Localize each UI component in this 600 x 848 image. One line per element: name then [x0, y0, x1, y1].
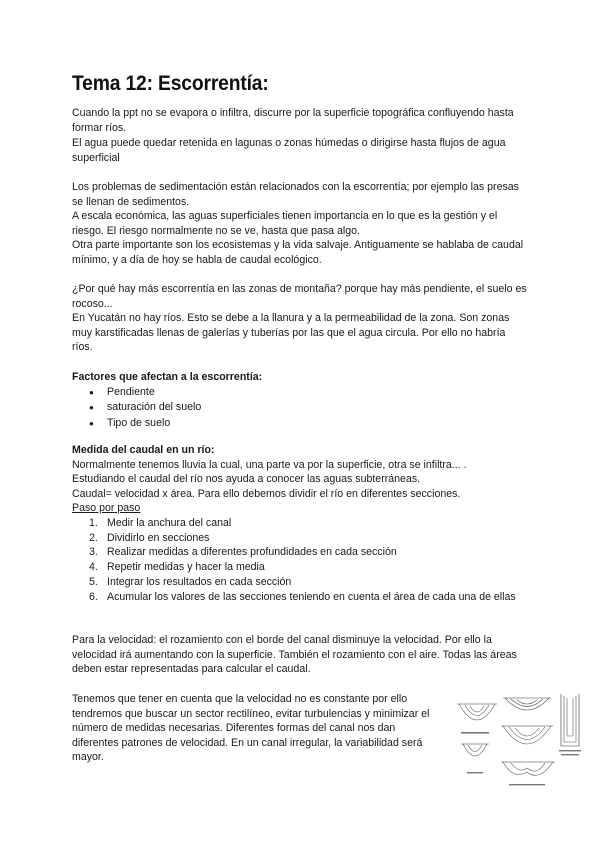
list-item: ● Tipo de suelo — [72, 416, 201, 431]
steps-heading: Paso por paso — [72, 502, 141, 514]
step-text: Repetir medidas y hacer la media — [107, 561, 265, 574]
problems-paragraph-2: A escala económica, las aguas superficiales tienen importancia en lo que es la gestión y el riesgo. El riesgo normalmente no se ve, hasta que pasa algo. — [72, 210, 498, 237]
mountain-paragraph-2: En Yucatán no hay ríos. Esto se debe a la llanura y a la permeabilidad de la zona. Son zonas muy karstificadas llenas de galerías y tuberías por las que el agua circula. Por ello no habría ríos. — [72, 312, 510, 354]
channel-velocity-diagram — [457, 688, 585, 786]
factors-heading: Factores que afectan a la escorrentía: — [72, 371, 263, 383]
list-item — [72, 590, 527, 605]
intro-paragraph-1: Cuando la ppt no se evapora o infiltra, discurre por la superficie topográfica confluyendo hasta formar ríos. — [72, 107, 514, 134]
step-text: Acumular los valores de las secciones teniendo en cuenta el área de cada una de ellas — [107, 590, 516, 603]
list-item: ● Pendiente — [72, 385, 201, 400]
step-number: 4. — [89, 561, 98, 574]
list-item — [72, 516, 527, 531]
problems-paragraph-1: Los problemas de sedimentación están relacionados con la escorrentía; por ejemplo las presas se llenan de sedimentos. — [72, 181, 519, 208]
step-number: 3. — [89, 546, 98, 559]
step-text: Medir la anchura del canal — [107, 517, 232, 529]
mountain-paragraph-1: ¿Por qué hay más escorrentía en las zonas de montaña? porque hay más pendiente, el suelo es rocoso... — [72, 283, 527, 310]
list-item: ● saturación del suelo — [72, 400, 201, 415]
caudal-heading: Medida del caudal en un río: — [72, 444, 215, 456]
page-title: Tema 12: Escorrentía: — [72, 72, 269, 95]
caudal-line-2: Estudiando el caudal del río nos ayuda a conocer las aguas subterráneas. — [72, 473, 421, 485]
step-text: Integrar los resultados en cada sección — [107, 575, 292, 588]
step-text: Dividirlo en secciones — [107, 531, 210, 544]
step-text: Realizar medidas a diferentes profundidades en cada sección — [107, 546, 397, 559]
steps-list — [72, 516, 527, 604]
step-number: 6. — [89, 590, 98, 603]
velocity-paragraph: Para la velocidad: el rozamiento con el borde del canal disminuye la velocidad. Por ello la velocidad irá aumentando con la superficie. También el rozamiento con el aire. Todas las áreas deben estar representadas para calcular el caudal. — [72, 634, 517, 676]
intro-paragraph-2: El agua puede quedar retenida en lagunas o zonas húmedas o dirigirse hasta flujos de agua superficial — [72, 137, 506, 164]
caudal-line-1: Normalmente tenemos lluvia la cual, una parte va por la superficie, otra se infiltra... . — [72, 459, 467, 471]
list-item — [72, 531, 527, 546]
step-number: 5. — [89, 575, 98, 588]
factors-list — [72, 385, 201, 431]
caudal-line-3: Caudal= velocidad x área. Para ello debemos dividir el río en diferentes secciones. — [72, 488, 461, 500]
step-number: 1. — [89, 517, 98, 529]
step-number: 2. — [89, 531, 98, 544]
list-item — [72, 560, 527, 575]
closing-paragraph: Tenemos que tener en cuenta que la velocidad no es constante por ello tendremos que buscar un sector rectilíneo, evitar turbulencias y minimizar el número de medidas necesarias. Diferentes formas del canal nos dan diferentes patrones de velocidad. En un canal irregular, la variabilidad será mayor. — [72, 693, 430, 764]
list-item — [72, 545, 527, 560]
list-item — [72, 575, 527, 590]
problems-paragraph-3: Otra parte importante son los ecosistemas y la vida salvaje. Antiguamente se hablaba de caudal mínimo, y a día de hoy se habla de caudal ecológico. — [72, 239, 524, 266]
